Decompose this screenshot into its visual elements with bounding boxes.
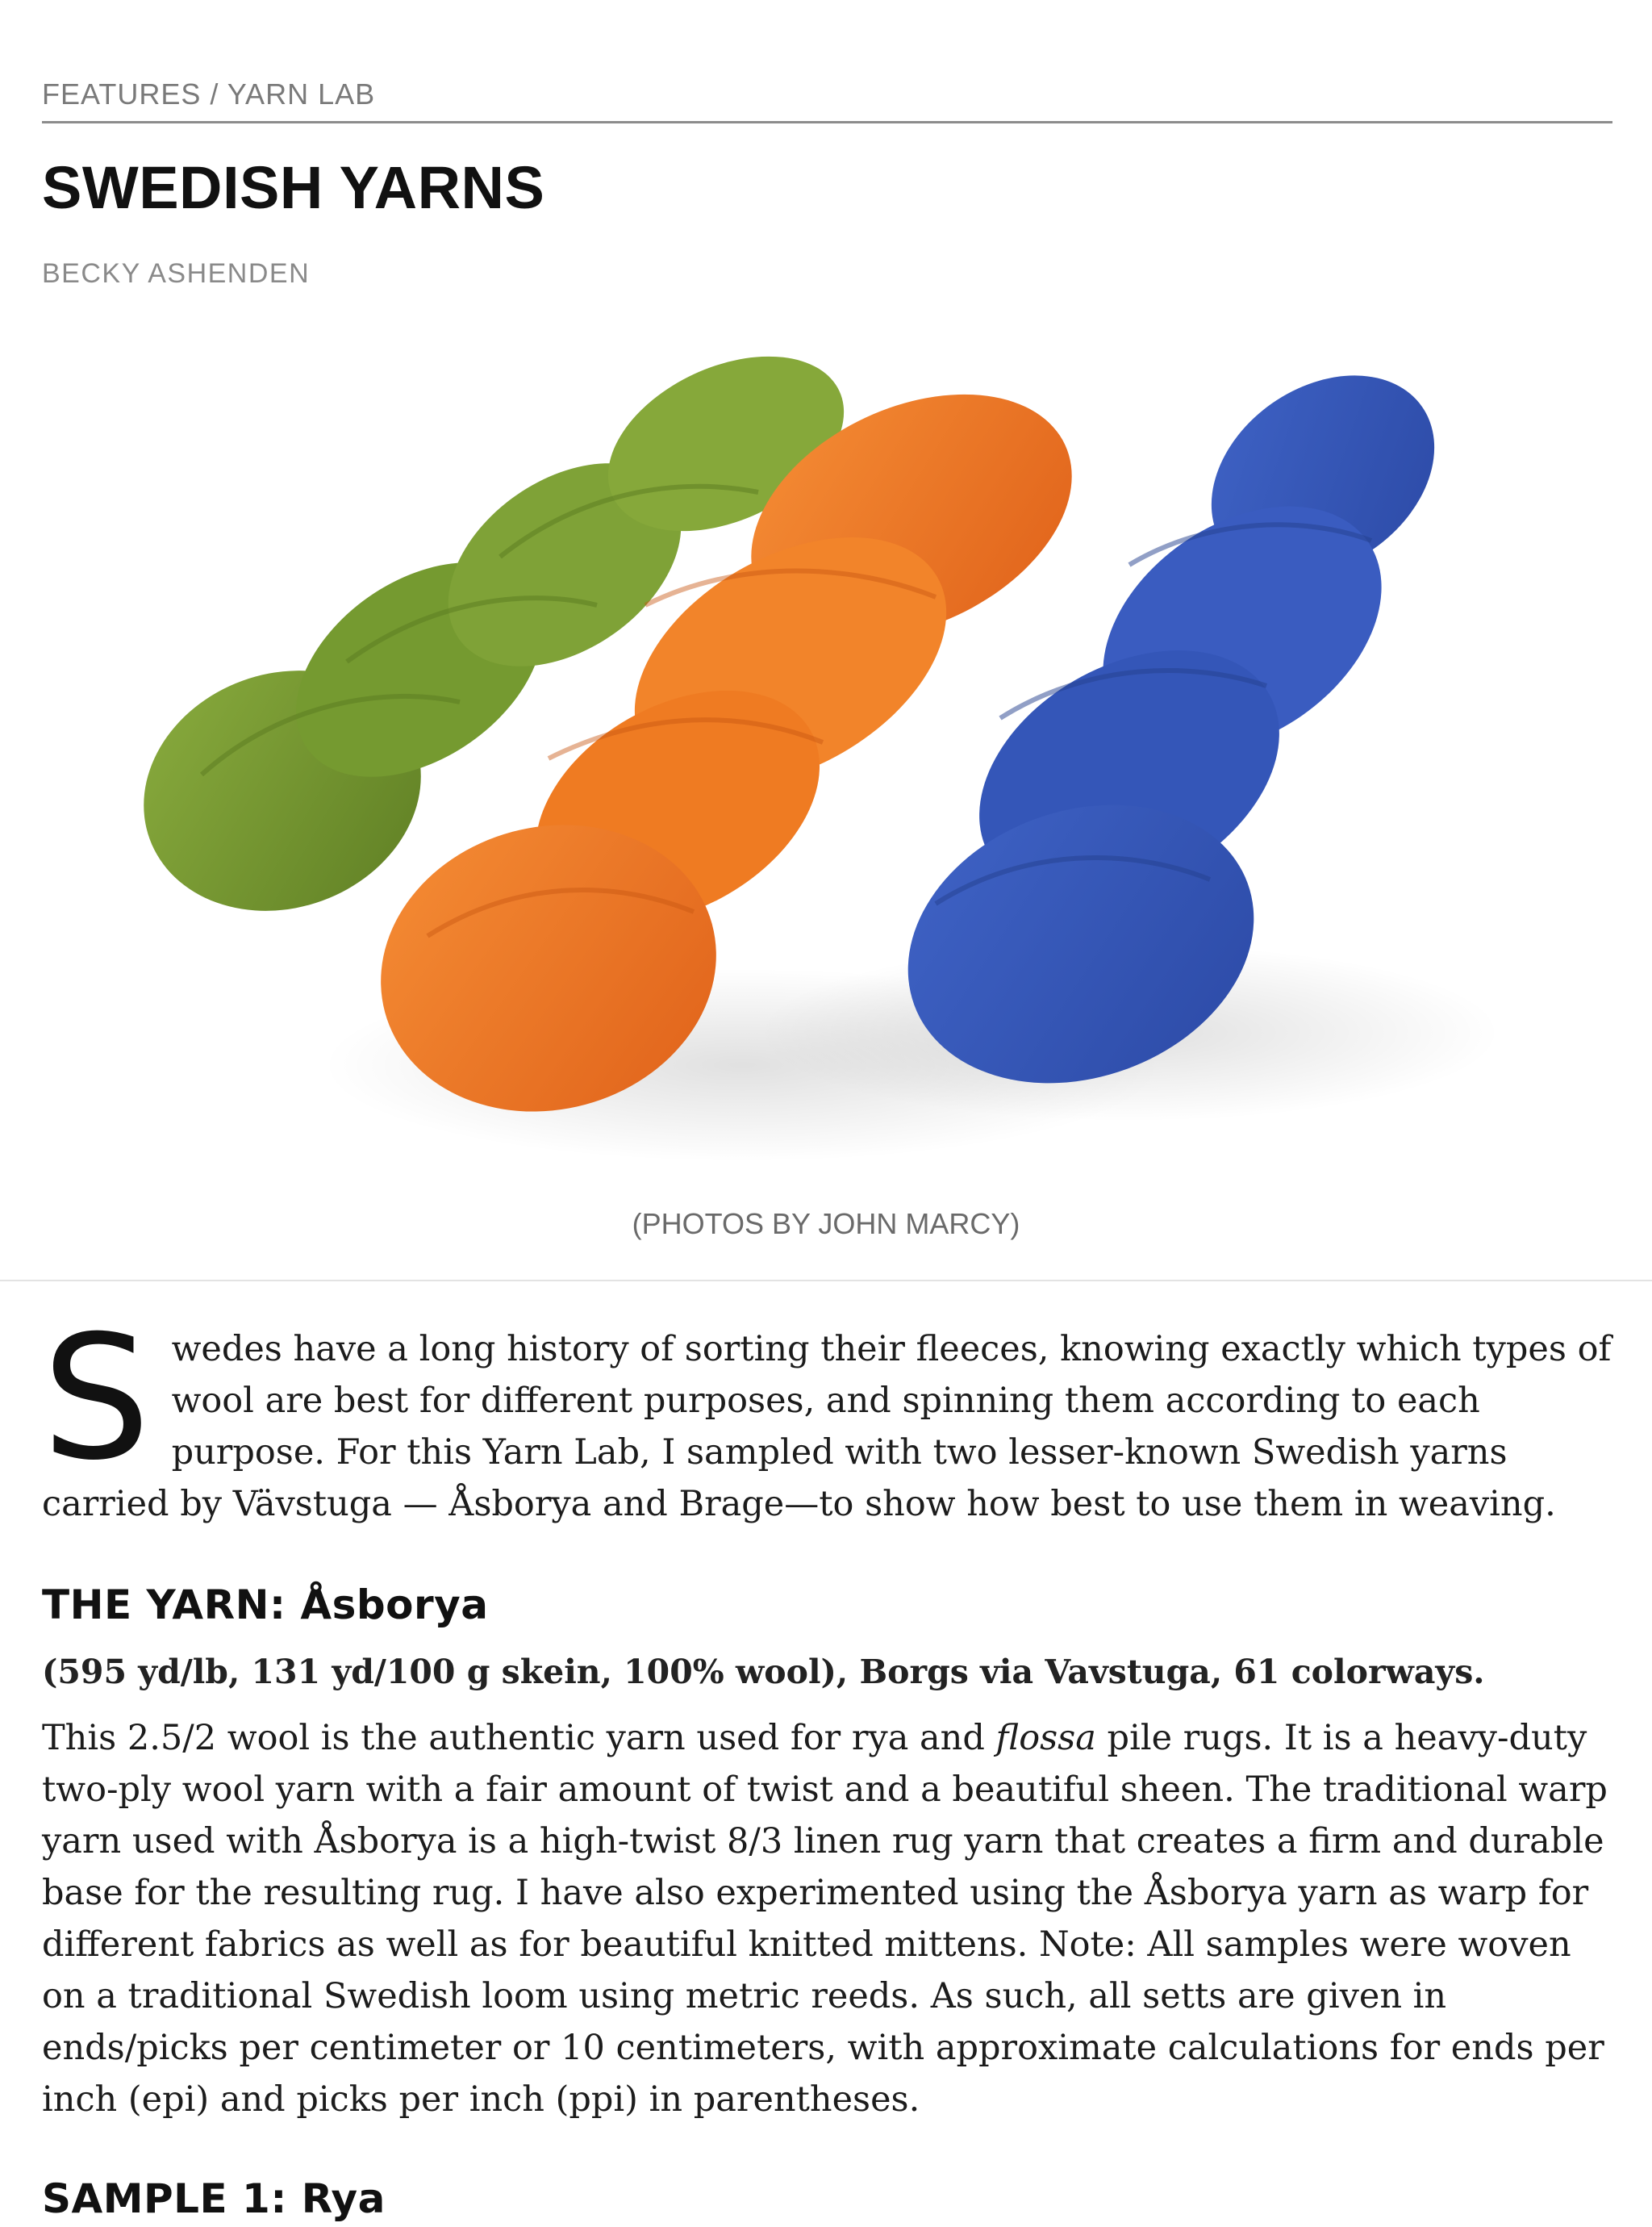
breadcrumb-section-link[interactable]: FEATURES (42, 77, 202, 111)
intro-text: wedes have a long history of sorting their fleeces, knowing exactly which types of wool are best for different purposes, and spinning them according to each purpose. For this Yarn Lab, I sampled with two lesser-known Swedish yarns carried by Vävstuga — Åsborya and Brage—to show how best to use them in weaving. (42, 1329, 1612, 1524)
article-body (42, 1298, 1615, 2227)
breadcrumb-separator: / (201, 77, 227, 111)
yarn-skeins-photo (81, 323, 1573, 1194)
article-title: SWEDISH YARNS (42, 154, 545, 221)
yarn-description (42, 1712, 1615, 2125)
yarn-description-italic: flossa (995, 1718, 1096, 1758)
intro-paragraph (42, 1298, 1615, 1530)
article-author: BECKY ASHENDEN (42, 258, 311, 289)
yarn-heading: THE YARN: Åsborya (42, 1581, 489, 1628)
yarn-description-text: pile rugs. It is a heavy-duty two-ply wool yarn with a fair amount of twist and a beautiful sheen. The traditional warp yarn used with Åsborya is a high-twist 8/3 linen rug yarn that creates a firm and durable base for the resulting rug. I have also experimented using the Åsborya yarn as warp for different fabrics as well as for beautiful knitted mittens. Note: All samples were woven on a traditional Swedish loom using metric reeds. As such, all setts are given in ends/picks per centimeter or 10 centimeters, with approximate calculations for ends per inch (epi) and picks per inch (ppi) in parentheses. (42, 1718, 1608, 2120)
drop-cap: S (42, 1298, 151, 1498)
yarn-specs: (595 yd/lb, 131 yd/100 g skein, 100% wool), Borgs via Vavstuga, 61 colorways. (42, 1652, 1485, 1691)
sample-heading: SAMPLE 1: Rya (42, 2175, 386, 2222)
header-divider (42, 121, 1612, 123)
yarn-description-text: This 2.5/2 wool is the authentic yarn used for rya and (42, 1718, 996, 1758)
caption-divider (0, 1280, 1652, 1281)
breadcrumb (42, 77, 375, 111)
breadcrumb-subsection-link[interactable]: YARN LAB (227, 77, 376, 111)
photo-caption: (PHOTOS BY JOHN MARCY) (632, 1207, 1020, 1240)
